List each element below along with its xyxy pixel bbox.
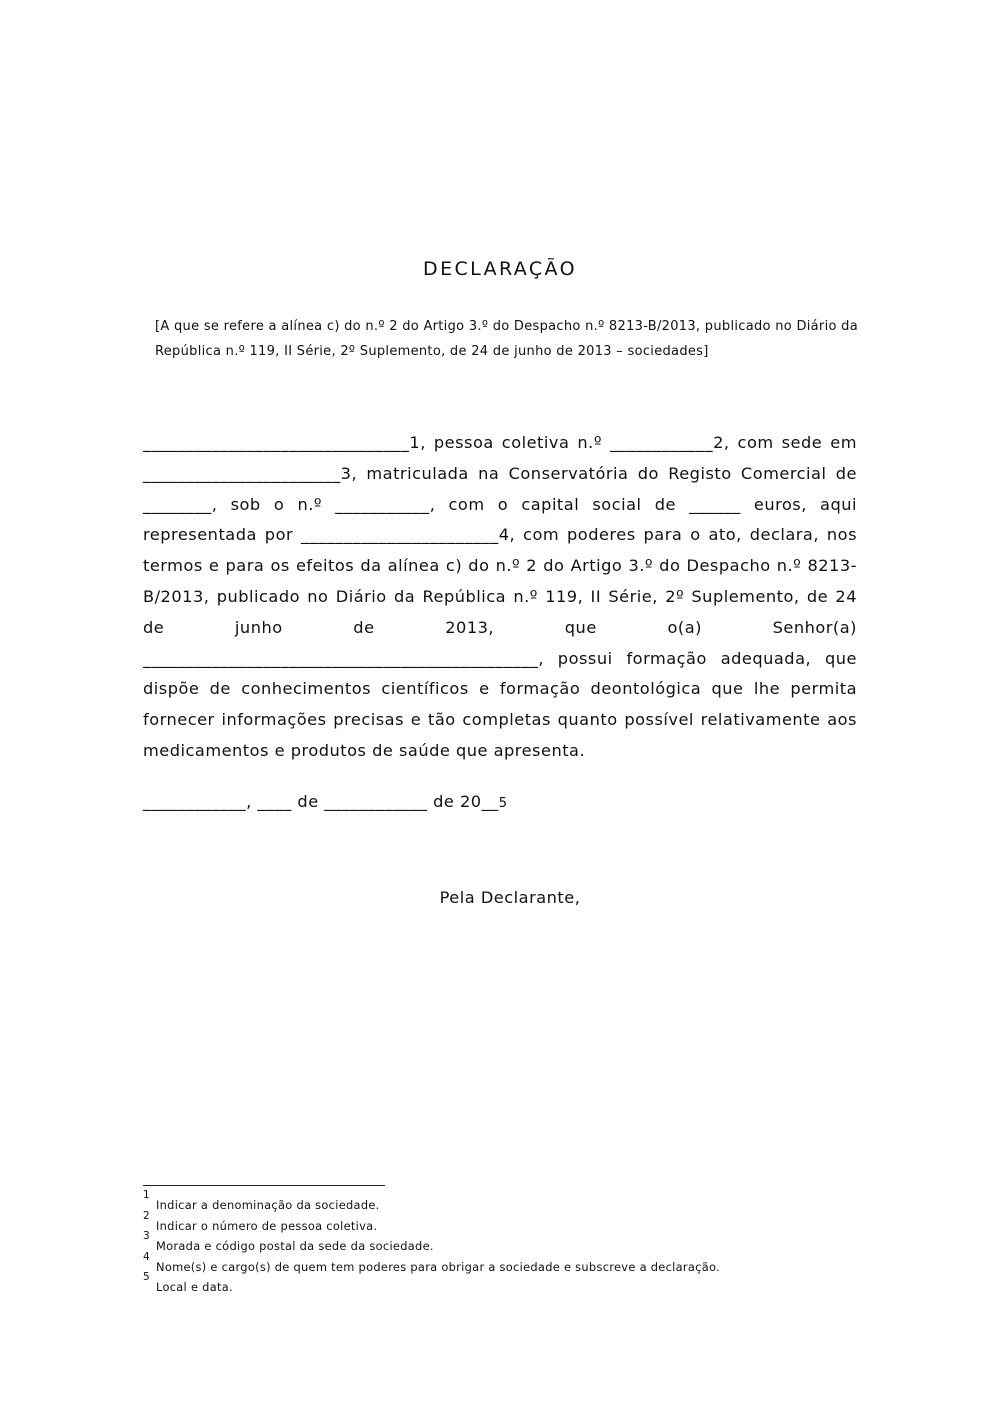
footnote-number: 5 <box>143 1271 150 1283</box>
footnote-number: 4 <box>143 1250 150 1263</box>
document-title: DECLARAÇÃO <box>423 258 577 280</box>
footnote-text: Indicar o número de pessoa coletiva. <box>156 1218 378 1233</box>
footnote-text: Indicar a denominação da sociedade. <box>156 1198 380 1212</box>
place-and-date-line <box>143 787 508 819</box>
date-line-text: ____________, ____ de ____________ de 20__ <box>143 792 499 811</box>
footnote <box>143 1250 863 1274</box>
footnote-text: Local e data. <box>156 1280 233 1294</box>
document-subtitle: [A que se refere a alínea c) do n.º 2 do Artigo 3.º do Despacho n.º 8213-B/2013, publicado no Diário da República n.º 119, II Série, 2º Suplemento, de 24 de junho de 2013 – sociedades] <box>155 319 858 359</box>
footnote-text: Nome(s) e cargo(s) de quem tem poderes para obrigar a sociedade e subscreve a declaração. <box>156 1259 721 1274</box>
footnotes <box>143 1191 863 1294</box>
footnote <box>143 1232 863 1253</box>
footnote <box>143 1209 863 1233</box>
footnote-number: 3 <box>143 1230 150 1242</box>
declaration-body: _______________________________1, pessoa coletiva n.º ____________2, com sede em _______________________3, matriculada na Conservatória do Registo Comercial de ________, sob o n.º ___________, com o capital social de ______ euros, aqui representada por _______________________4, com poderes para o ato, declara, nos termos e para os efeitos da alínea c) do n.º 2 do Artigo 3.º do Despacho n.º 8213-B/2013, publicado no Diário da República n.º 119, II Série, 2º Suplemento, de 24 de junho de 2013, que o(a) Senhor(a) ______________________________________________, possui formação adequada, que dispõe de conhecimentos científicos e formação deontológica que lhe permita fornecer informações precisas e tão completas quanto possível relativamente aos medicamentos e produtos de saúde que apresenta. <box>143 433 857 760</box>
date-footnote-ref: 5 <box>498 796 508 811</box>
footnote <box>143 1273 863 1294</box>
footnote-number: 2 <box>143 1209 150 1222</box>
signature-label: Pela Declarante, <box>439 888 581 907</box>
footnote <box>143 1191 863 1212</box>
footnote-text: Morada e código postal da sede da sociedade. <box>156 1239 434 1253</box>
footnote-separator <box>143 1185 385 1186</box>
footnote-number: 1 <box>143 1189 150 1201</box>
